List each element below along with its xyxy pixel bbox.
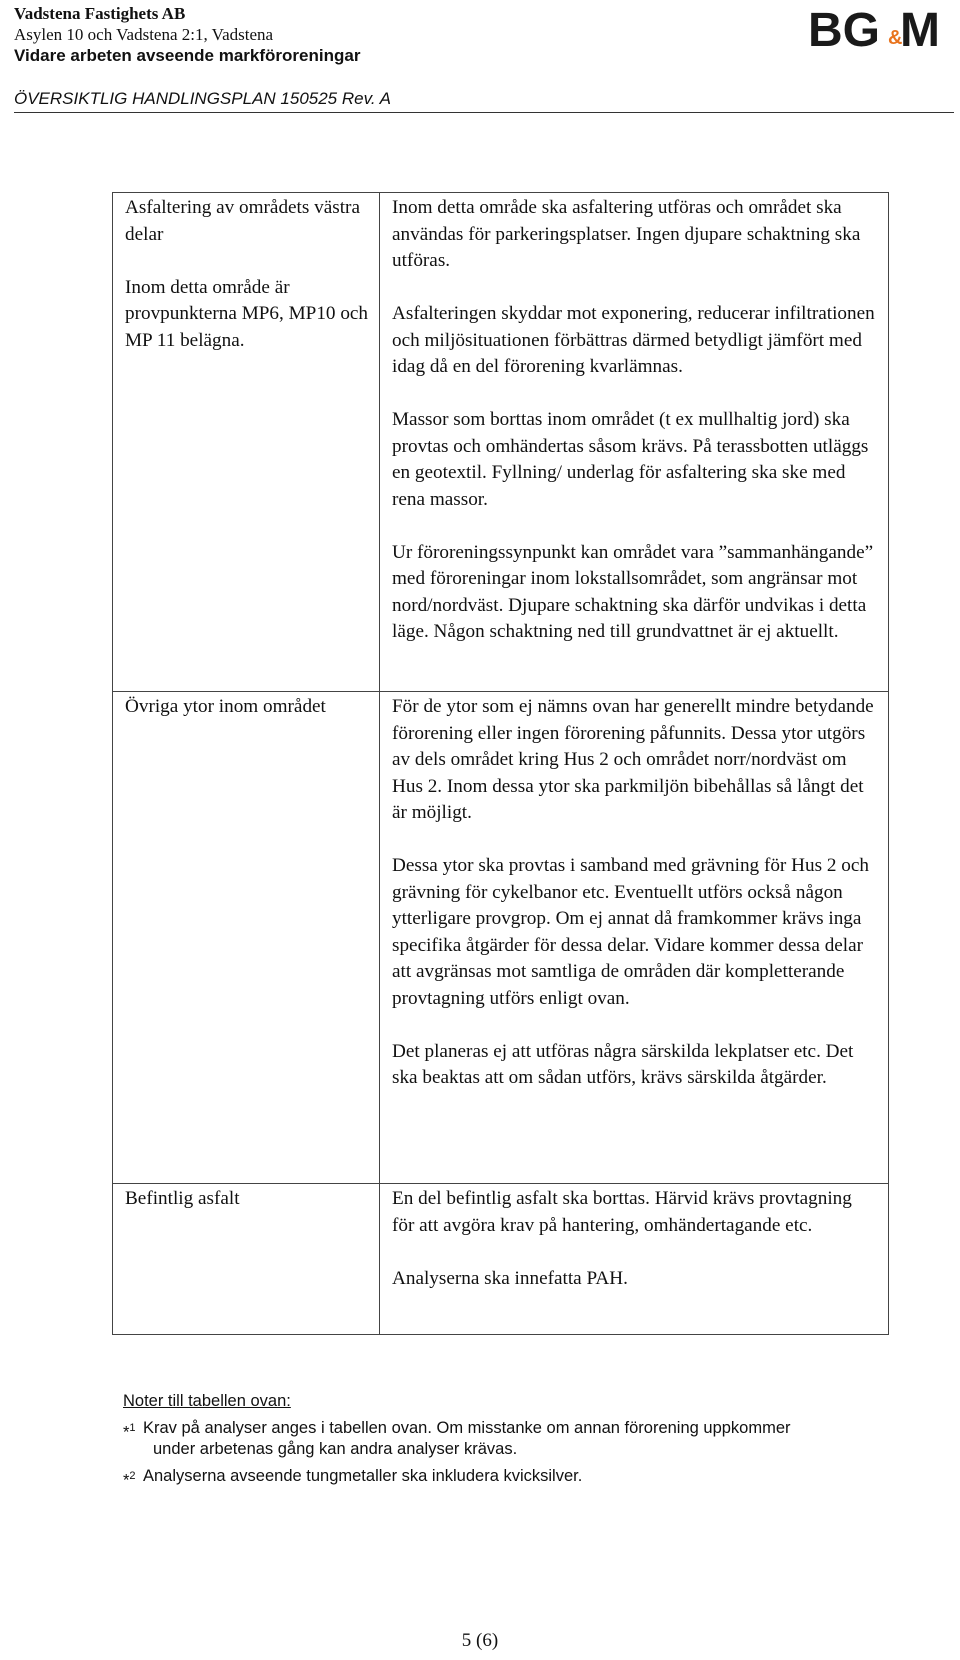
note-marker (123, 1418, 136, 1444)
action-paragraph: Dessa ytor ska provtas i samband med grävning för Hus 2 och grävning för cykelbanor etc. Eventuellt utförs också någon ytterligare provgrop. Om ej annat då framkommer krävs inga specifika åtgärder för dessa delar. Vidare kommer dessa delar att avgränsas mot samtliga de områden där kompletterande provtagning utförs enligt ovan. (392, 855, 869, 1009)
logo-text-m: M (900, 4, 940, 52)
action-paragraph: En del befintlig asfalt ska borttas. Härvid krävs provtagning för att avgöra krav på hantering, omhändertagande etc. (392, 1188, 852, 1236)
notes-title: Noter till tabellen ovan: (123, 1392, 291, 1410)
action-cell (380, 1184, 889, 1335)
table-row (113, 1184, 889, 1335)
header-divider (14, 112, 954, 113)
area-text: Asfaltering av områdets västra delar (125, 197, 360, 245)
action-paragraph: Analyserna ska innefatta PAH. (392, 1267, 628, 1289)
area-cell (113, 193, 380, 692)
project-title: Vidare arbeten avseende markföroreningar (14, 46, 361, 65)
note-text-continued: under arbetenas gång kan andra analyser krävas. (153, 1440, 518, 1458)
action-paragraph: Ur föroreningssynpunkt kan området vara ”sammanhängande” med föroreningar inom lokstallsområdet, som angränsar mot nord/nordväst. Djupare schaktning ska därför undvikas i detta läge. Någon schaktning ned till grundvattnet är ej aktuellt. (392, 541, 874, 642)
note-number: 2 (129, 1470, 136, 1482)
action-paragraph: Massor som borttas inom området (t ex mullhaltig jord) ska provtas och omhändertas såsom krävs. På terassbotten utläggs en geotextil. Fyllning/ underlag för asfaltering ska ske med rena massor. (392, 409, 869, 510)
bgm-logo (808, 4, 948, 52)
note-asterisk: * (123, 1423, 130, 1442)
action-cell (380, 193, 889, 692)
document-title: ÖVERSIKTLIG HANDLINGSPLAN 150525 Rev. A (14, 89, 391, 108)
table-notes (123, 1391, 913, 1490)
page-number: 5 (6) (461, 1630, 499, 1651)
table-row (113, 193, 889, 692)
note-item (123, 1466, 913, 1490)
company-name: Vadstena Fastighets AB (14, 4, 186, 23)
area-text: Befintlig asfalt (125, 1188, 240, 1209)
action-plan-table (112, 192, 889, 1335)
area-cell (113, 1184, 380, 1335)
action-cell (380, 692, 889, 1184)
note-item (123, 1418, 913, 1460)
area-text: Övriga ytor inom området (125, 696, 326, 717)
note-asterisk: * (123, 1471, 130, 1490)
logo-text-bg: BG (808, 4, 880, 52)
note-text: Analyserna avseende tungmetaller ska inkludera kvicksilver. (143, 1467, 583, 1485)
note-number: 1 (129, 1422, 136, 1434)
property-name: Asylen 10 och Vadstena 2:1, Vadstena (14, 25, 274, 44)
note-marker (123, 1466, 136, 1492)
area-text: Inom detta område är provpunkterna MP6, MP10 och MP 11 belägna. (125, 276, 369, 351)
action-paragraph: För de ytor som ej nämns ovan har generellt mindre betydande förorening eller ingen förorening påfunnits. Dessa ytor utgörs av dels området kring Hus 2 och området norr/nordväst om Hus 2. Inom dessa ytor ska parkmiljön bibehållas så långt det är möjligt. (392, 696, 874, 823)
action-paragraph: Inom detta område ska asfaltering utföras och området ska användas för parkeringsplatser. Ingen djupare schaktning ska utföras. (392, 197, 861, 271)
action-paragraph: Det planeras ej att utföras några särskilda lekplatser etc. Det ska beaktas att om sådan utförs, krävs särskilda åtgärder. (392, 1040, 854, 1088)
note-text: Krav på analyser anges i tabellen ovan. Om misstanke om annan förorening uppkommer (143, 1419, 791, 1437)
action-paragraph: Asfalteringen skyddar mot exponering, reducerar infiltrationen och miljösituationen förbättras därmed betydligt jämfört med idag då en del förorening kvarlämnas. (392, 303, 875, 377)
area-cell (113, 692, 380, 1184)
logo-ampersand: & (888, 27, 903, 49)
table-row (113, 692, 889, 1184)
